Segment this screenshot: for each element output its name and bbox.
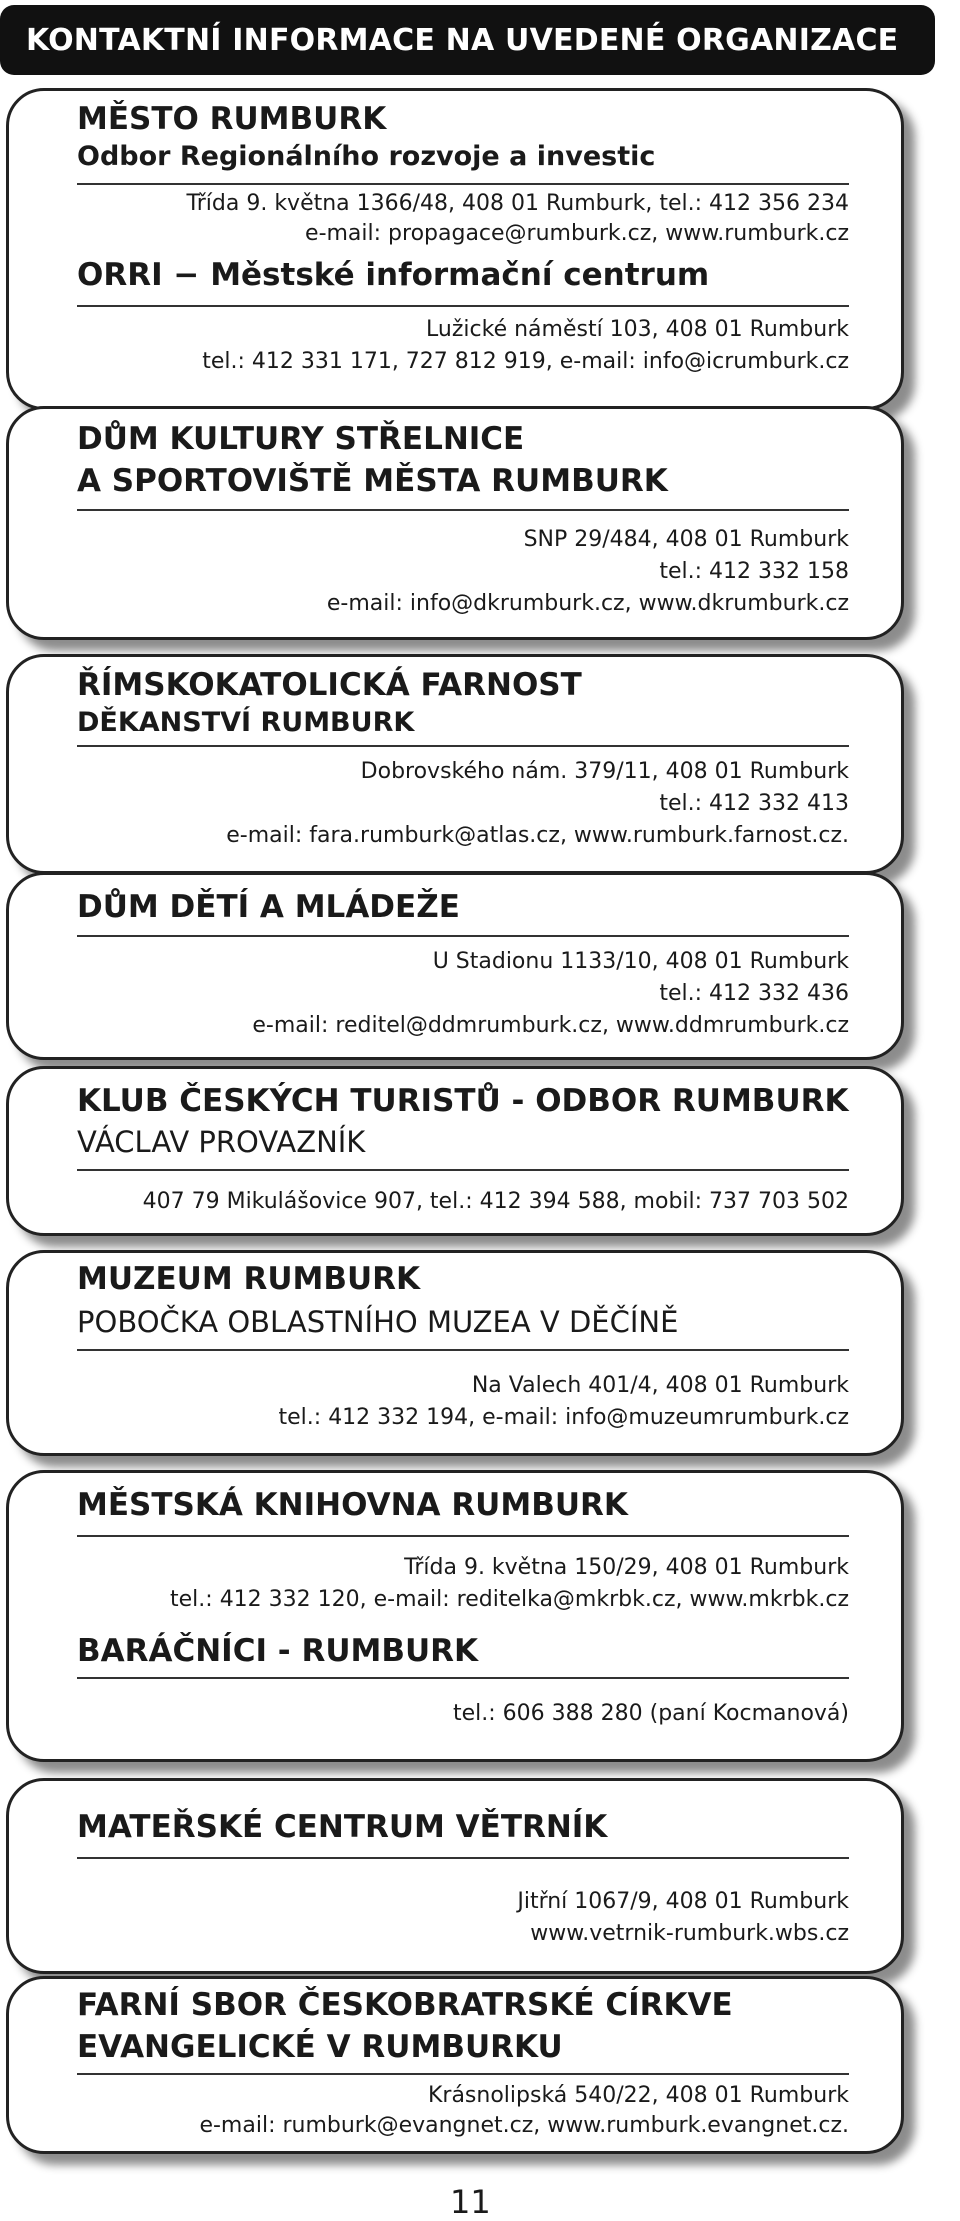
org-name: ŘÍMSKOKATOLICKÁ FARNOST xyxy=(77,667,582,703)
org-card-vetrnik xyxy=(6,1778,904,1974)
org-name-line2: A SPORTOVIŠTĚ MĚSTA RUMBURK xyxy=(77,463,668,499)
divider xyxy=(77,1677,849,1679)
org-card-mesto-rumburk xyxy=(6,88,904,410)
org-address: Třída 9. května 150/29, 408 01 Rumburk xyxy=(404,1555,849,1580)
page-number: 11 xyxy=(450,2183,491,2221)
divider xyxy=(77,2073,849,2075)
divider xyxy=(77,1535,849,1537)
org-subtitle: DĚKANSTVÍ RUMBURK xyxy=(77,707,415,738)
page-header xyxy=(0,5,935,75)
org-card-knihovna xyxy=(6,1470,904,1762)
org-subtitle: VÁCLAV PROVAZNÍK xyxy=(77,1125,366,1159)
org-phone: tel.: 412 332 413 xyxy=(659,791,849,816)
divider xyxy=(77,935,849,937)
org-card-dum-kultury xyxy=(6,406,904,640)
org-contact: tel.: 412 332 120, e-mail: reditelka@mkrbk.cz, www.mkrbk.cz xyxy=(170,1587,849,1612)
divider xyxy=(77,183,849,185)
org-subtitle: Odbor Regionálního rozvoje a investic xyxy=(77,141,656,172)
org-name: FARNÍ SBOR ČESKOBRATRSKÉ CÍRKVE xyxy=(77,1987,733,2023)
org-name: MĚSTSKÁ KNIHOVNA RUMBURK xyxy=(77,1487,628,1523)
org-contact: e-mail: reditel@ddmrumburk.cz, www.ddmrumburk.cz xyxy=(252,1013,849,1038)
org-address: Na Valech 401/4, 408 01 Rumburk xyxy=(471,1373,849,1398)
org-name: DŮM KULTURY STŘELNICE xyxy=(77,421,525,457)
org-contact: e-mail: rumburk@evangnet.cz, www.rumburk.evangnet.cz. xyxy=(199,2113,849,2138)
org-contact: tel.: 412 331 171, 727 812 919, e-mail: info@icrumburk.cz xyxy=(202,349,849,374)
page-header-title: KONTAKTNÍ INFORMACE NA UVEDENÉ ORGANIZACE xyxy=(26,22,899,58)
org-contact: e-mail: fara.rumburk@atlas.cz, www.rumburk.farnost.cz. xyxy=(226,823,849,848)
org-phone: tel.: 606 388 280 (paní Kocmanová) xyxy=(453,1701,849,1726)
divider xyxy=(77,745,849,747)
divider xyxy=(77,1857,849,1859)
org-address: SNP 29/484, 408 01 Rumburk xyxy=(523,527,849,552)
org-address: Třída 9. května 1366/48, 408 01 Rumburk, tel.: 412 356 234 xyxy=(186,191,849,216)
org-phone: tel.: 412 332 436 xyxy=(659,981,849,1006)
org-name: MATEŘSKÉ CENTRUM VĚTRNÍK xyxy=(77,1809,608,1845)
org-website: www.vetrnik-rumburk.wbs.cz xyxy=(530,1921,849,1946)
org-address: Lužické náměstí 103, 408 01 Rumburk xyxy=(426,317,849,342)
org-name-line2: EVANGELICKÉ V RUMBURKU xyxy=(77,2029,563,2065)
org-address: Dobrovského nám. 379/11, 408 01 Rumburk xyxy=(360,759,849,784)
org-card-ddm xyxy=(6,872,904,1060)
org-contact: tel.: 412 332 194, e-mail: info@muzeumrumburk.cz xyxy=(278,1405,849,1430)
org-name: DŮM DĚTÍ A MLÁDEŽE xyxy=(77,889,460,925)
org-card-farnost xyxy=(6,654,904,874)
divider xyxy=(77,1169,849,1171)
org-contact: e-mail: info@dkrumburk.cz, www.dkrumburk.cz xyxy=(326,591,849,616)
org-contact: e-mail: propagace@rumburk.cz, www.rumburk.cz xyxy=(305,221,849,246)
org-contact: 407 79 Mikulášovice 907, tel.: 412 394 588, mobil: 737 703 502 xyxy=(142,1189,849,1214)
org-subtitle: POBOČKA OBLASTNÍHO MUZEA V DĚČÍNĚ xyxy=(77,1305,679,1339)
org-name: MUZEUM RUMBURK xyxy=(77,1261,421,1297)
org-phone: tel.: 412 332 158 xyxy=(659,559,849,584)
org-address: Krásnolipská 540/22, 408 01 Rumburk xyxy=(427,2083,849,2108)
divider xyxy=(77,1349,849,1351)
org-name-secondary: BARÁČNÍCI - RUMBURK xyxy=(77,1633,479,1669)
org-card-kct xyxy=(6,1066,904,1236)
org-card-muzeum xyxy=(6,1250,904,1456)
org-address: U Stadionu 1133/10, 408 01 Rumburk xyxy=(432,949,849,974)
divider xyxy=(77,305,849,307)
org-name-secondary: ORRI − Městské informační centrum xyxy=(77,257,710,293)
org-name: KLUB ČESKÝCH TURISTŮ - ODBOR RUMBURK xyxy=(77,1083,849,1119)
org-name: MĚSTO RUMBURK xyxy=(77,101,387,137)
org-card-cce xyxy=(6,1976,904,2154)
org-address: Jitřní 1067/9, 408 01 Rumburk xyxy=(517,1889,849,1914)
divider xyxy=(77,509,849,511)
